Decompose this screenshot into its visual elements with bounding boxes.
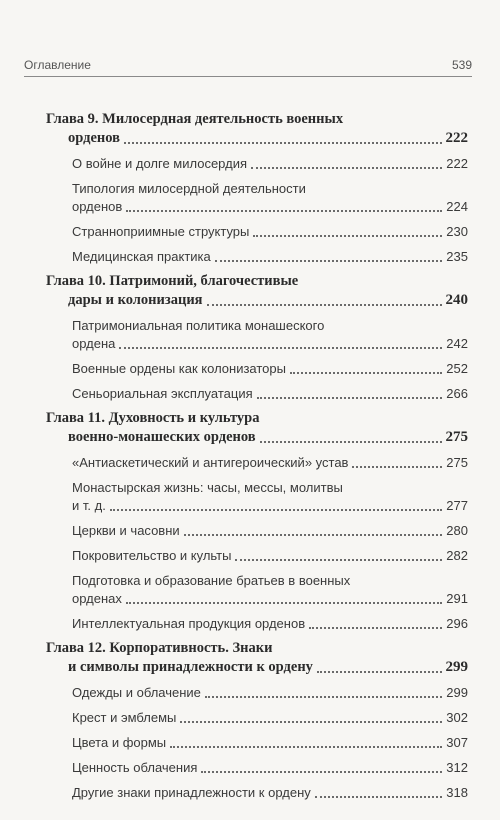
- chapter-title[interactable]: [46, 639, 468, 677]
- section-entry[interactable]: [46, 784, 468, 802]
- section-title: Другие знаки принадлежности к ордену: [72, 785, 311, 800]
- section-page: 275: [446, 455, 468, 470]
- section-page: 252: [446, 361, 468, 376]
- section-entry[interactable]: [46, 454, 468, 472]
- section-title: О войне и долге милосердия: [72, 156, 247, 171]
- section-title: орденах: [72, 591, 122, 606]
- dot-leader: [315, 796, 443, 798]
- chapter-12: [46, 639, 468, 802]
- section-title: Военные ордены как колонизаторы: [72, 361, 286, 376]
- section-entry[interactable]: [46, 155, 468, 173]
- dot-leader: [235, 559, 442, 561]
- dot-leader: [260, 441, 442, 443]
- section-page: 277: [446, 498, 468, 513]
- section-entry[interactable]: [46, 180, 468, 216]
- section-entry[interactable]: [46, 385, 468, 403]
- chapter-title[interactable]: [46, 110, 468, 148]
- section-page: 230: [446, 224, 468, 239]
- section-title-line1: Монастырская жизнь: часы, мессы, молитвы: [72, 480, 343, 495]
- running-header: [24, 56, 472, 77]
- chapter-page: 240: [445, 292, 468, 308]
- section-title: Сеньориальная эксплуатация: [72, 386, 253, 401]
- section-title: и т. д.: [72, 498, 106, 513]
- section-title: Медицинская практика: [72, 249, 211, 264]
- section-title: Покровительство и культы: [72, 548, 232, 563]
- chapter-page: 299: [445, 659, 468, 675]
- section-title-line1: Патримониальная политика монашеского: [72, 318, 325, 333]
- dot-leader: [180, 721, 442, 723]
- section-page: 282: [446, 548, 468, 563]
- section-title-line1: Типология милосердной деятельности: [72, 181, 306, 196]
- dot-leader: [207, 304, 442, 306]
- section-entry[interactable]: [46, 734, 468, 752]
- section-page: 266: [446, 386, 468, 401]
- section-entry[interactable]: [46, 615, 468, 633]
- dot-leader: [251, 167, 442, 169]
- dot-leader: [317, 671, 442, 673]
- section-title: Интеллектуальная продукция орденов: [72, 616, 306, 631]
- dot-leader: [253, 235, 442, 237]
- dot-leader: [352, 466, 442, 468]
- chapter-9: [46, 110, 468, 266]
- dot-leader: [257, 397, 443, 399]
- section-page: 299: [446, 685, 468, 700]
- section-page: 291: [446, 591, 468, 606]
- section-title: Ценность облачения: [72, 760, 198, 775]
- section-page: 302: [446, 710, 468, 725]
- dot-leader: [119, 347, 442, 349]
- table-of-contents: [46, 110, 468, 808]
- chapter-11: [46, 409, 468, 633]
- chapter-page: 275: [445, 429, 468, 445]
- section-title: Одежды и облачение: [72, 685, 201, 700]
- section-entry[interactable]: [46, 759, 468, 777]
- section-title: Церкви и часовни: [72, 523, 180, 538]
- dot-leader: [205, 696, 442, 698]
- section-page: 318: [446, 785, 468, 800]
- chapter-title[interactable]: [46, 409, 468, 447]
- section-entry[interactable]: [46, 479, 468, 515]
- section-page: 235: [446, 249, 468, 264]
- chapter-title-line1: Глава 12. Корпоративность. Знаки: [46, 640, 273, 656]
- section-entry[interactable]: [46, 223, 468, 241]
- chapter-10: [46, 272, 468, 403]
- chapter-title-line2: и символы принадлежности к ордену: [68, 659, 313, 675]
- section-title: Цвета и формы: [72, 735, 167, 750]
- section-page: 296: [446, 616, 468, 631]
- section-title: «Антиаскетический и антигероический» устав: [72, 455, 349, 470]
- dot-leader: [124, 142, 442, 144]
- section-entry[interactable]: [46, 317, 468, 353]
- dot-leader: [110, 509, 442, 511]
- section-title: Странноприимные структуры: [72, 224, 250, 239]
- chapter-title-line1: Глава 9. Милосердная деятельность военных: [46, 111, 344, 127]
- dot-leader: [309, 627, 442, 629]
- dot-leader: [201, 771, 442, 773]
- header-title: Оглавление: [24, 58, 91, 72]
- chapter-title-line2: дары и колонизация: [68, 292, 203, 308]
- chapter-title-line1: Глава 11. Духовность и культура: [46, 410, 260, 426]
- dot-leader: [184, 534, 443, 536]
- section-page: 242: [446, 336, 468, 351]
- dot-leader: [290, 372, 442, 374]
- header-page-number: 539: [451, 58, 472, 72]
- chapter-title-line2: орденов: [68, 130, 120, 146]
- dot-leader: [170, 746, 442, 748]
- section-entry[interactable]: [46, 572, 468, 608]
- section-entry[interactable]: [46, 248, 468, 266]
- chapter-title-line1: Глава 10. Патримоний, благочестивые: [46, 273, 299, 289]
- section-page: 280: [446, 523, 468, 538]
- section-title: Крест и эмблемы: [72, 710, 177, 725]
- section-entry[interactable]: [46, 522, 468, 540]
- dot-leader: [126, 602, 442, 604]
- section-title-line1: Подготовка и образование братьев в военных: [72, 573, 351, 588]
- dot-leader: [215, 260, 443, 262]
- section-entry[interactable]: [46, 360, 468, 378]
- dot-leader: [126, 210, 442, 212]
- section-page: 224: [446, 199, 468, 214]
- section-page: 307: [446, 735, 468, 750]
- chapter-title[interactable]: [46, 272, 468, 310]
- chapter-page: 222: [445, 130, 468, 146]
- section-entry[interactable]: [46, 684, 468, 702]
- section-title: ордена: [72, 336, 116, 351]
- section-entry[interactable]: [46, 547, 468, 565]
- section-page: 312: [446, 760, 468, 775]
- chapter-title-line2: военно-монашеских орденов: [68, 429, 256, 445]
- section-page: 222: [446, 156, 468, 171]
- section-entry[interactable]: [46, 709, 468, 727]
- section-title: орденов: [72, 199, 123, 214]
